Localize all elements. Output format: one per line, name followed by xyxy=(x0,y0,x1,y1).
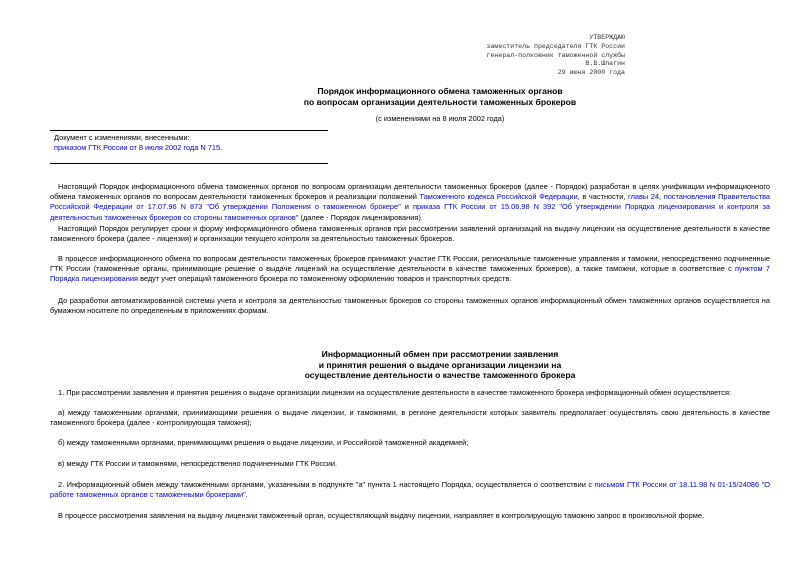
paragraph-text: 2. Информационный обмен между таможенными органами, указанными в подпункте "а" пункта 1 настоящего Порядка, осуществляется о соответствии с xyxy=(58,480,595,489)
paragraph-text: Настоящий Порядок информационного обмена таможенных органов по вопросам организации деятельности таможенных брокеров (далее - Порядок) разработан в целях унификации информационного обмена таможенных органов по вопросам деятельности таможенных брокеров и реализации положений xyxy=(50,182,770,202)
paragraph-text: (далее - Порядок лицензирования). xyxy=(298,212,423,222)
government-decree-link[interactable]: постановления Правительства Российской Федерации от 17.07.96 N 873 "Об утверждении Положения о таможенном брокере" xyxy=(50,192,771,212)
clause-1b: б) между таможенными органами, принимающими решения о выдаче лицензии, и Российской таможенной академией; xyxy=(58,438,469,447)
paragraph-text: В процессе информационного обмена по вопросам деятельности таможенных брокеров принимают участие ГТК России, региональные таможенные управления и таможни, непосредственно подчиненные ГТК России (таможенные органы, принимающие решение о выдаче лицензий на осуществление деятельности в качестве таможенных брокеров), а также таможни, которые в соответствие с xyxy=(50,254,770,274)
title-line: по вопросам организации деятельности таможенных брокеров xyxy=(303,96,577,107)
paragraph-paper-exchange: До разработки автоматизированной системы учета и контроля за деятельностью таможенных брокеров со стороны таможенных органов информационный обмен таможенных органов осуществляется на бумажном носителе по определенным в приложениях формам. xyxy=(50,296,770,316)
section-title xyxy=(200,349,680,381)
approval-line: 29 июня 2000 года xyxy=(557,69,625,77)
clause-1a: а) между таможенными органами, принимающими решения о выдаче лицензии, и таможнями, в регионе деятельности которых заявитель предполагает осуществлять свою деятельность в качестве таможенного брокера (далее - контролирующая таможня); xyxy=(50,408,770,428)
section-title-line: Информационный обмен при рассмотрении заявления xyxy=(321,349,559,359)
paragraph-text: , xyxy=(659,192,664,202)
approval-line: заместитель председателя ГТК России xyxy=(486,42,625,50)
approval-line: генерал-полковник таможенной службы xyxy=(486,51,625,59)
paragraph-text: и xyxy=(400,202,413,212)
paragraph-scope: Настоящий Порядок регулирует сроки и форму информационного обмена таможенных органов при рассмотрении заявлений организаций на выдачу лицензии на осуществление деятельности в качестве таможенного брокера (далее - лицензия) и организации текущего контроля за деятельностью таможенных брокеров. xyxy=(50,224,770,244)
clause-1: 1. При рассмотрении заявления и принятия решения о выдаче организации лицензии на осуществление деятельности в качестве таможенного брокера информационный обмен осуществляется: xyxy=(58,388,732,397)
approval-block xyxy=(440,34,625,78)
section-title-line: и принятия решения о выдаче организации лицензии на xyxy=(318,359,562,370)
clause-2 xyxy=(50,480,770,500)
order-392-link[interactable]: приказа ГТК России от 15.06.98 N 392 "Об утверждении Порядка лицензирования и контроля за деятельностью таможенных брокеров со стороны таможенных органов" xyxy=(50,202,770,222)
paragraph-text: ведут учет операций таможенного брокера по таможенному оформлению товаров и транспортных средств. xyxy=(138,274,512,284)
order-715-link[interactable]: приказом ГТК России от 8 июля 2002 года N 715. xyxy=(54,143,223,153)
document-title xyxy=(200,86,680,107)
changes-box-text: Документ с изменениями, внесенными: xyxy=(54,133,190,142)
paragraph-text: . xyxy=(245,490,248,500)
changes-box xyxy=(50,130,328,164)
paragraph-participants xyxy=(50,254,770,285)
clause-request: В процессе рассмотрения заявления на выдачу лицензии таможенный орган, осуществляющий выдачу лицензии, направляет в контролирующую таможню запрос в произвольной форме. xyxy=(58,511,704,520)
chapter-24-link[interactable]: главы 24 xyxy=(628,192,660,202)
approval-line: УТВЕРЖДАЮ xyxy=(589,34,625,41)
section-title-line: осуществление деятельности о качестве таможенного брокера xyxy=(304,370,576,381)
changes-note: (с изменениями на 8 июля 2002 года) xyxy=(375,114,505,123)
paragraph-text: , в частности, xyxy=(577,192,629,202)
title-line: Порядок информационного обмена таможенных органов xyxy=(317,86,563,96)
paragraph-purpose xyxy=(50,182,770,223)
clause-7-link[interactable]: пунктом 7 Порядка лицензирования xyxy=(50,264,770,284)
clause-1v: в) между ГТК России и таможнями, непосредственно подчиненными ГТК России. xyxy=(58,459,338,468)
customs-code-link[interactable]: Таможенного кодекса Российской Федерации xyxy=(419,192,578,202)
letter-24086-link[interactable]: письмом ГТК России от 18.11.98 N 01-15/24086 "О работе таможенных органов с таможенными брокерами" xyxy=(50,480,770,500)
approval-line: В.В.Шпагин xyxy=(585,60,625,68)
